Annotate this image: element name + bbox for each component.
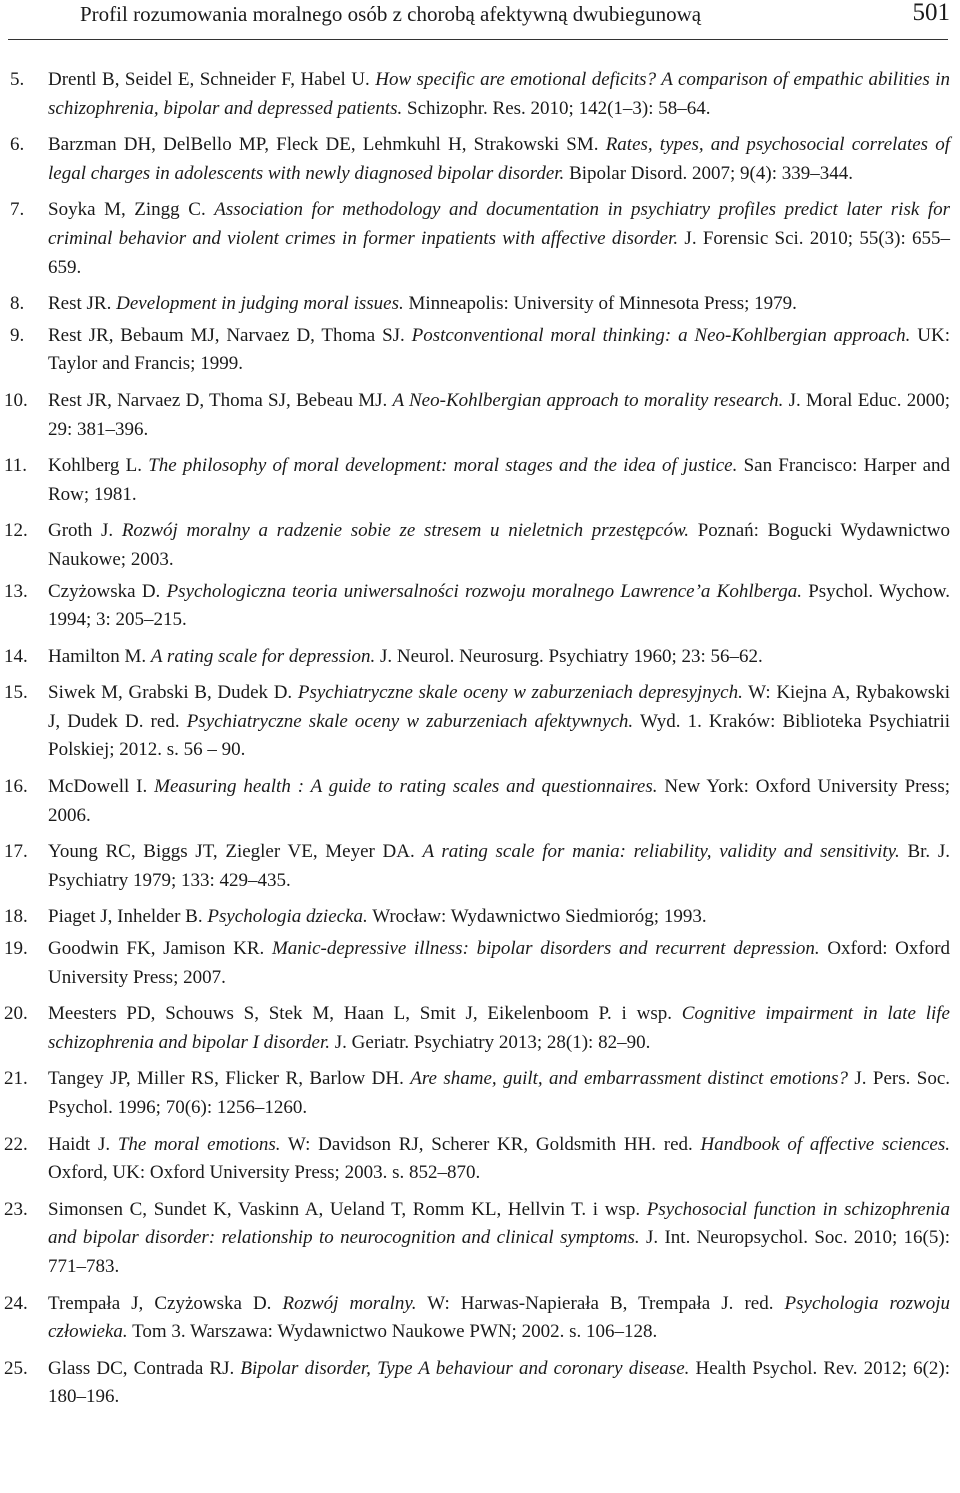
reference-item (0, 578, 960, 635)
reference-item (0, 66, 960, 123)
reference-book-title: Psychiatryczne skale oceny w zaburzeniach afektywnych. (186, 710, 634, 732)
reference-title: Manic-depressive illness: bipolar disorders and recurrent depression. (271, 938, 820, 960)
reference-source: W: Harwas-Napierała B, Trempała J. red. (427, 1292, 774, 1314)
reference-title: Psychiatryczne skale oceny w zaburzeniach depresyjnych. (297, 682, 743, 704)
reference-book-title: Handbook of affective sciences. (700, 1133, 951, 1155)
reference-book-title: Psychologia rozwoju człowieka. (48, 1292, 951, 1343)
reference-item (0, 322, 960, 379)
reference-item (0, 1131, 960, 1188)
reference-number: 25. (4, 1357, 28, 1379)
reference-authors: Soyka M, Zingg C. (48, 199, 206, 221)
reference-authors: Czyżowska D. (48, 580, 161, 602)
reference-source: Wrocław: Wydawnictwo Siedmioróg; 1993. (372, 906, 707, 928)
reference-number: 7. (10, 199, 25, 221)
reference-authors: Goodwin FK, Jamison KR. (48, 938, 265, 960)
reference-item (0, 643, 960, 672)
reference-authors: Groth J. (48, 520, 114, 542)
reference-source: Br. J. Psychiatry 1979; 133: 429–435. (48, 841, 950, 891)
reference-source: Oxford: Oxford University Press; 2007. (48, 938, 951, 988)
reference-item (0, 131, 960, 188)
reference-number: 18. (4, 906, 28, 928)
reference-source: Minneapolis: University of Minnesota Press; 1979. (408, 293, 797, 315)
reference-title: A Neo-Kohlbergian approach to morality research. (392, 389, 784, 411)
reference-number: 24. (4, 1292, 28, 1314)
reference-source: Psychol. Wychow. 1994; 3: 205–215. (48, 580, 951, 631)
reference-item (0, 452, 960, 509)
reference-title: Cognitive impairment in late life schizophrenia and bipolar I disorder. (48, 1003, 950, 1053)
reference-source: W: Davidson RJ, Scherer KR, Goldsmith HH. red. (287, 1133, 693, 1155)
reference-item (0, 679, 960, 765)
reference-title: Are shame, guilt, and embarrassment distinct emotions? (410, 1068, 848, 1090)
running-header (0, 0, 960, 42)
reference-item (0, 290, 960, 319)
reference-item (0, 903, 960, 932)
reference-source: J. Moral Educ. 2000; 29: 381–396. (48, 389, 951, 440)
reference-number: 13. (4, 580, 28, 602)
reference-authors: Kohlberg L. (48, 455, 142, 477)
reference-title: Psychologia dziecka. (207, 906, 368, 928)
reference-source: UK: Taylor and Francis; 1999. (48, 324, 950, 375)
reference-number: 9. (10, 324, 25, 346)
reference-book-source: Wyd. 1. Kraków: Biblioteka Psychiatrii Polskiej; 2012. s. 56 – 90. (48, 710, 951, 761)
reference-title: Rozwój moralny a radzenie sobie ze stresem u nieletnich przestępców. (121, 520, 690, 542)
reference-source: Poznań: Bogucki Wydawnictwo Naukowe; 2003. (48, 520, 950, 570)
reference-authors: McDowell I. (48, 776, 148, 798)
reference-book-source: Tom 3. Warszawa: Wydawnictwo Naukowe PWN; 2002. s. 106–128. (132, 1321, 658, 1343)
reference-source: New York: Oxford University Press; 2006. (48, 776, 951, 826)
reference-item (0, 773, 960, 830)
reference-item (0, 1000, 960, 1057)
running-title: Profil rozumowania moralnego osób z chorobą afektywną dwubiegunową (80, 2, 702, 26)
reference-number: 8. (10, 293, 25, 315)
reference-authors: Simonsen C, Sundet K, Vaskinn A, Ueland T, Romm KL, Hellvin T. i wsp. (48, 1198, 641, 1220)
reference-item (0, 838, 960, 895)
reference-authors: Young RC, Biggs JT, Ziegler VE, Meyer DA. (48, 841, 415, 863)
reference-item (0, 196, 960, 282)
reference-title: Rates, types, and psychosocial correlates of legal charges in adolescents with newly diagnosed bipolar disorder. (48, 134, 951, 184)
reference-number: 5. (10, 69, 25, 90)
reference-title: Bipolar disorder, Type A behaviour and coronary disease. (240, 1357, 690, 1379)
reference-authors: Siwek M, Grabski B, Dudek D. (48, 682, 293, 704)
reference-source: San Francisco: Harper and Row; 1981. (48, 455, 951, 505)
reference-authors: Tangey JP, Miller RS, Flicker R, Barlow DH. (48, 1068, 404, 1090)
header-divider (8, 39, 948, 40)
reference-source: J. Neurol. Neurosurg. Psychiatry 1960; 23: 56–62. (379, 645, 763, 667)
reference-number: 17. (4, 841, 28, 863)
reference-title: Postconventional moral thinking: a Neo-Kohlbergian approach. (411, 324, 911, 346)
reference-item (0, 1065, 960, 1122)
reference-number: 21. (4, 1068, 28, 1090)
reference-authors: Hamilton M. (48, 645, 147, 667)
reference-number: 22. (4, 1133, 28, 1155)
reference-number: 11. (4, 455, 28, 477)
reference-source: J. Forensic Sci. 2010; 55(3): 655–659. (48, 227, 950, 278)
reference-number: 12. (4, 520, 28, 542)
reference-number: 23. (4, 1198, 28, 1220)
reference-authors: Piaget J, Inhelder B. (48, 906, 203, 928)
reference-number: 19. (4, 938, 28, 960)
reference-authors: Rest JR, Bebaum MJ, Narvaez D, Thoma SJ. (48, 324, 405, 346)
reference-title: Psychologiczna teoria uniwersalności rozwoju moralnego Lawrence’a Kohlberga. (166, 580, 802, 602)
reference-list (0, 66, 960, 1420)
reference-title: Psychosocial function in schizophrenia and bipolar disorder: relationship to neurocognition and clinical symptoms. (48, 1198, 950, 1249)
reference-item (0, 1290, 960, 1347)
reference-title: How specific are emotional deficits? A comparison of empathic abilities in schizophrenia, bipolar and depressed patients. (48, 69, 951, 119)
reference-authors: Glass DC, Contrada RJ. (48, 1357, 235, 1379)
reference-title: The moral emotions. (117, 1133, 281, 1155)
reference-number: 6. (10, 134, 25, 156)
reference-source: Bipolar Disord. 2007; 9(4): 339–344. (569, 162, 853, 184)
reference-title: Measuring health : A guide to rating scales and questionnaires. (154, 776, 658, 798)
reference-source: Health Psychol. Rev. 2012; 6(2): 180–196. (48, 1357, 950, 1408)
reference-number: 10. (4, 389, 28, 411)
reference-title: Rozwój moralny. (282, 1292, 417, 1314)
reference-authors: Haidt J. (48, 1133, 111, 1155)
reference-item (0, 517, 960, 574)
reference-source: J. Geriatr. Psychiatry 2013; 28(1): 82–90. (334, 1031, 651, 1053)
reference-title: Association for methodology and documentation in psychiatry profiles predict later risk for criminal behavior and violent crimes in former inpatients with affective disorder. (48, 199, 951, 249)
page-number: 501 (912, 0, 950, 26)
reference-title: A rating scale for depression. (150, 645, 376, 667)
reference-item (0, 1355, 960, 1412)
reference-authors: Rest JR. (48, 293, 112, 315)
reference-title: Development in judging moral issues. (116, 293, 404, 315)
reference-number: 20. (4, 1003, 28, 1025)
reference-authors: Rest JR, Narvaez D, Thoma SJ, Bebeau MJ. (48, 389, 388, 411)
reference-number: 15. (4, 682, 28, 704)
reference-number: 16. (4, 776, 28, 798)
reference-number: 14. (4, 645, 28, 667)
reference-authors: Trempała J, Czyżowska D. (48, 1292, 272, 1314)
reference-authors: Drentl B, Seidel E, Schneider F, Habel U. (48, 69, 370, 90)
reference-authors: Barzman DH, DelBello MP, Fleck DE, Lehmkuhl H, Strakowski SM. (48, 134, 599, 156)
reference-title: The philosophy of moral development: moral stages and the idea of justice. (148, 455, 738, 477)
reference-item (0, 1196, 960, 1282)
reference-source: Schizophr. Res. 2010; 142(1–3): 58–64. (407, 97, 711, 119)
reference-item (0, 935, 960, 992)
reference-book-source: Oxford, UK: Oxford University Press; 2003. s. 852–870. (48, 1162, 481, 1184)
reference-authors: Meesters PD, Schouws S, Stek M, Haan L, Smit J, Eikelenboom P. i wsp. (48, 1003, 672, 1025)
reference-source: J. Int. Neuropsychol. Soc. 2010; 16(5): 771–783. (48, 1227, 950, 1277)
reference-source: W: Kiejna A, Rybakowski J, Dudek D. red. (48, 682, 950, 732)
reference-title: A rating scale for mania: reliability, validity and sensitivity. (422, 841, 900, 863)
reference-item (0, 387, 960, 444)
reference-source: J. Pers. Soc. Psychol. 1996; 70(6): 1256–1260. (48, 1068, 951, 1118)
